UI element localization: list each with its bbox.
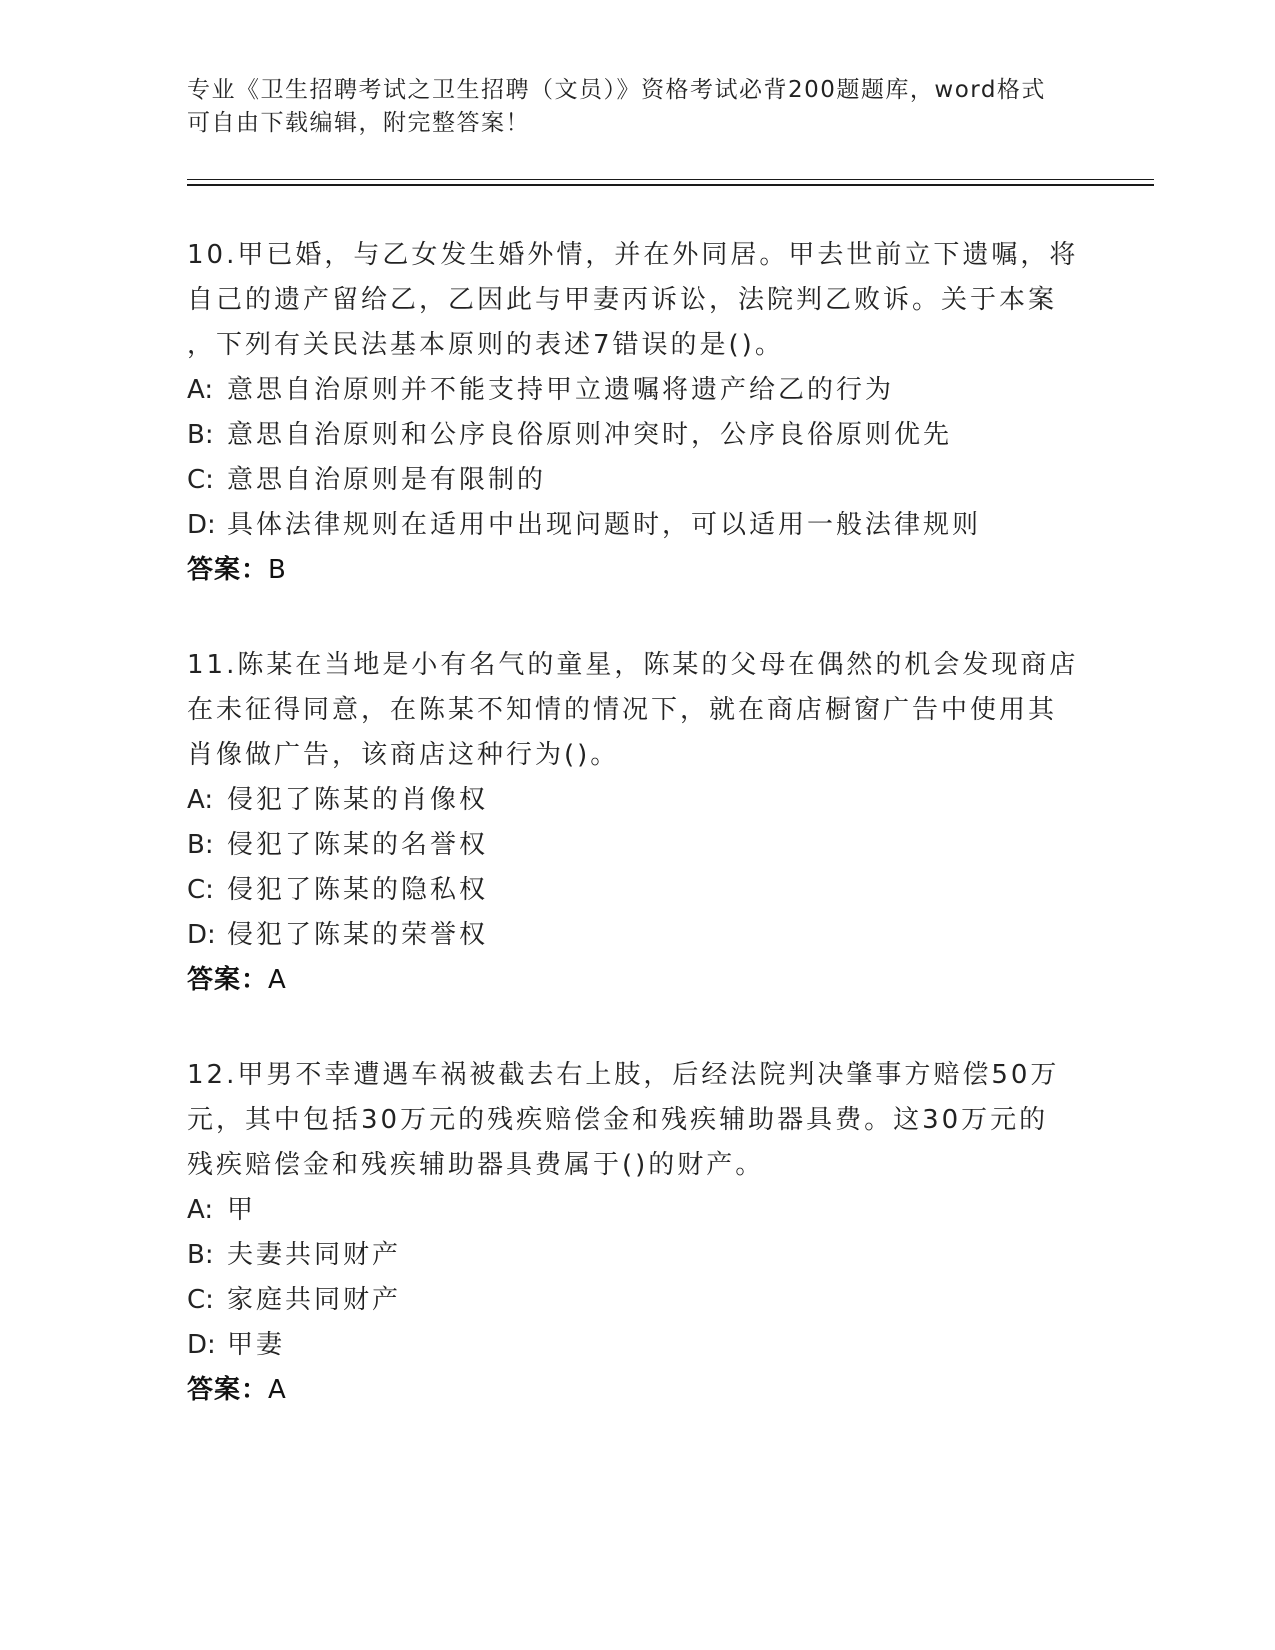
question-12	[187, 1053, 1087, 1413]
stem-line: 残疾赔偿金和残疾辅助器具费属于()的财产。	[187, 1150, 765, 1180]
stem-line: 元，其中包括30万元的残疾赔偿金和残疾辅助器具费。这30万元的	[187, 1105, 1049, 1135]
stem-line: 肖像做广告，该商店这种行为()。	[187, 740, 620, 770]
option-c	[187, 1278, 1087, 1323]
option-d	[187, 913, 1087, 958]
answer-label: 答案：	[187, 1375, 269, 1405]
answer-value: B	[268, 555, 286, 585]
option-key: C:	[187, 875, 214, 905]
answer-value: A	[268, 1375, 286, 1405]
stem-line: 11.陈某在当地是小有名气的童星，陈某的父母在偶然的机会发现商店	[187, 650, 1079, 680]
option-c	[187, 868, 1087, 913]
option-key: A:	[187, 375, 214, 405]
stem-line: ，下列有关民法基本原则的表述7错误的是()。	[187, 330, 784, 360]
option-key: B:	[187, 830, 214, 860]
question-stem	[187, 233, 1087, 368]
option-text: 侵犯了陈某的名誉权	[227, 830, 489, 860]
option-key: A:	[187, 785, 214, 815]
answer-line	[187, 958, 1087, 1003]
document-header	[187, 74, 1087, 140]
header-divider-bottom	[187, 184, 1154, 186]
question-stem	[187, 643, 1087, 778]
option-key: D:	[187, 510, 216, 540]
header-line-1: 专业《卫生招聘考试之卫生招聘（文员）》资格考试必背200题题库，word格式	[187, 77, 1046, 103]
header-divider-top	[187, 179, 1154, 180]
stem-line: 10.甲已婚，与乙女发生婚外情，并在外同居。甲去世前立下遗嘱，将	[187, 240, 1079, 270]
stem-line: 自己的遗产留给乙，乙因此与甲妻丙诉讼，法院判乙败诉。关于本案	[187, 285, 1058, 315]
option-a	[187, 1188, 1087, 1233]
option-text: 家庭共同财产	[227, 1285, 402, 1315]
option-text: 具体法律规则在适用中出现问题时，可以适用一般法律规则	[227, 510, 982, 540]
stem-line: 12.甲男不幸遭遇车祸被截去右上肢，后经法院判决肇事方赔偿50万	[187, 1060, 1060, 1090]
question-10	[187, 233, 1087, 593]
option-text: 甲妻	[227, 1330, 286, 1360]
option-a	[187, 368, 1087, 413]
option-key: C:	[187, 1285, 214, 1315]
question-stem	[187, 1053, 1087, 1188]
option-d	[187, 503, 1087, 548]
answer-value: A	[268, 965, 286, 995]
option-text: 意思自治原则和公序良俗原则冲突时，公序良俗原则优先	[227, 420, 953, 450]
option-key: D:	[187, 1330, 216, 1360]
option-text: 意思自治原则并不能支持甲立遗嘱将遗产给乙的行为	[227, 375, 895, 405]
stem-line: 在未征得同意，在陈某不知情的情况下，就在商店橱窗广告中使用其	[187, 695, 1058, 725]
answer-label: 答案：	[187, 965, 269, 995]
option-text: 侵犯了陈某的隐私权	[227, 875, 489, 905]
option-b	[187, 413, 1087, 458]
question-11	[187, 643, 1087, 1003]
answer-line	[187, 548, 1087, 593]
option-key: B:	[187, 1240, 214, 1270]
option-key: D:	[187, 920, 216, 950]
header-line-2: 可自由下载编辑，附完整答案！	[187, 110, 530, 136]
option-text: 夫妻共同财产	[227, 1240, 402, 1270]
option-text: 意思自治原则是有限制的	[227, 465, 547, 495]
option-text: 侵犯了陈某的肖像权	[227, 785, 489, 815]
option-key: A:	[187, 1195, 214, 1225]
option-b	[187, 823, 1087, 868]
option-a	[187, 778, 1087, 823]
option-text: 甲	[227, 1195, 257, 1225]
answer-line	[187, 1368, 1087, 1413]
option-b	[187, 1233, 1087, 1278]
option-c	[187, 458, 1087, 503]
option-key: C:	[187, 465, 214, 495]
answer-label: 答案：	[187, 555, 269, 585]
option-key: B:	[187, 420, 214, 450]
option-text: 侵犯了陈某的荣誉权	[227, 920, 489, 950]
option-d	[187, 1323, 1087, 1368]
